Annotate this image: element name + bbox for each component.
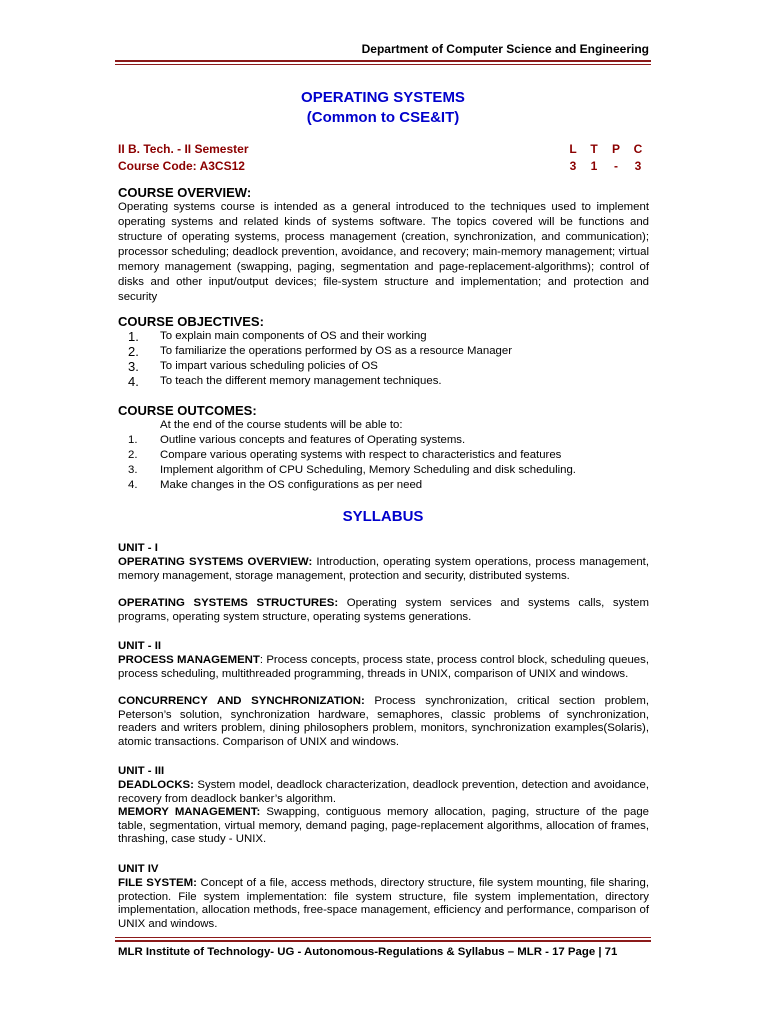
overview-paragraph: Operating systems course is intended as a general introduced to the techniques used to implement operating systems and related kinds of systems software. The topics covered will be functions and structure of operating systems, process management (creation, synchronization, and communication); processor scheduling; deadlock prevention, avoidance, and recovery; main-memory management; virtual memory management (swapping, paging, segmentation and page-replacement-algorithms); control of disks and other input/output devices; file-system structure and implementation; and protection and security xyxy=(118,201,649,303)
footer-rule-thin xyxy=(115,937,651,938)
list-text: Make changes in the OS configurations as per need xyxy=(160,479,423,491)
topic-text: Operating system services and systems calls, system programs, operating system structure, operating systems generations. xyxy=(118,597,650,623)
outcomes-list xyxy=(118,433,649,493)
topic-text: Concept of a file, access methods, directory structure, file system mounting, file sharing, protection. File system implementation: file system structure, file system implementation, directory implementation, allocation methods, free-space management, efficiency and performance, comparison of UNIX and windows. xyxy=(118,877,649,930)
list-item xyxy=(118,478,649,493)
outcomes-intro: At the end of the course students will be able to: xyxy=(160,419,403,431)
ltpc-value-l: 3 xyxy=(569,159,577,173)
list-number: 2. xyxy=(128,344,139,359)
footer-text: MLR Institute of Technology- UG - Autonomous-Regulations & Syllabus – MLR - 17 Page | 71 xyxy=(118,946,618,958)
topic-label: MEMORY MANAGEMENT: xyxy=(118,806,261,818)
list-item xyxy=(118,433,649,448)
unit-topic xyxy=(118,877,649,931)
list-item xyxy=(118,463,649,478)
course-subtitle: (Common to CSE&IT) xyxy=(306,109,460,126)
objectives-list xyxy=(118,329,649,389)
unit-title: UNIT - III xyxy=(118,765,165,777)
outcomes-heading: COURSE OUTCOMES: xyxy=(118,403,257,418)
ltpc-label-c: C xyxy=(633,142,643,156)
unit-topic xyxy=(118,556,649,583)
list-number: 4. xyxy=(128,479,138,491)
topic-label: OPERATING SYSTEMS OVERVIEW: xyxy=(118,556,313,568)
unit-title: UNIT - II xyxy=(118,640,162,652)
topic-text: Swapping, contiguous memory allocation, paging, structure of the page table, segmentation, virtual memory, demand paging, page-replacement algorithms, allocation of frames, thrashing, case study - UNIX. xyxy=(118,806,649,846)
topic-label: CONCURRENCY AND SYNCHRONIZATION: xyxy=(118,695,365,707)
ltpc-value-c: 3 xyxy=(634,159,642,173)
ltpc-value-p: - xyxy=(614,159,618,173)
list-number: 4. xyxy=(128,374,139,389)
list-text: To familiarize the operations performed by OS as a resource Manager xyxy=(160,345,513,357)
ltpc-value-t: 1 xyxy=(590,159,598,173)
list-item xyxy=(118,448,649,463)
course-title: OPERATING SYSTEMS xyxy=(301,89,465,106)
list-item xyxy=(118,344,649,359)
footer-rule xyxy=(115,940,651,942)
unit-topic xyxy=(118,779,649,806)
list-number: 2. xyxy=(128,449,138,461)
list-text: Implement algorithm of CPU Scheduling, Memory Scheduling and disk scheduling. xyxy=(160,464,576,476)
overview-heading: COURSE OVERVIEW: xyxy=(118,185,252,200)
topic-text: Introduction, operating system operations, process management, memory management, storage management, protection and security, distributed systems. xyxy=(118,556,650,582)
list-item xyxy=(118,374,649,389)
ltpc-label-t: T xyxy=(590,142,598,156)
list-number: 1. xyxy=(128,434,138,446)
semester-label: II B. Tech. - II Semester xyxy=(118,142,249,156)
list-text: Outline various concepts and features of Operating systems. xyxy=(160,434,466,446)
overview-text xyxy=(118,200,649,305)
topic-text: Process synchronization, critical section problem, Peterson’s solution, synchronization hardware, semaphores, classic problems of synchronization, readers and writers problem, dining philosophers problem, monitors, synchronization examples(Solaris), atomic transactions. Comparison of UNIX and windows. xyxy=(118,695,650,748)
list-text: To explain main components of OS and their working xyxy=(160,330,427,342)
syllabus-heading: SYLLABUS xyxy=(342,508,424,525)
unit-topic xyxy=(118,654,649,681)
list-text: Compare various operating systems with respect to characteristics and features xyxy=(160,449,562,461)
list-text: To teach the different memory management techniques. xyxy=(160,375,442,387)
unit-topic xyxy=(118,597,649,624)
header-rule-thin xyxy=(115,64,651,65)
ltpc-label-l: L xyxy=(569,142,577,156)
topic-text: : Process concepts, process state, process control block, scheduling queues, process scheduling, multithreaded programming, threads in UNIX, comparison of UNIX and windows. xyxy=(118,654,649,680)
list-number: 1. xyxy=(128,329,139,344)
header-rule xyxy=(115,60,651,62)
topic-label: PROCESS MANAGEMENT xyxy=(118,654,260,666)
list-number: 3. xyxy=(128,464,138,476)
topic-text: System model, deadlock characterization, deadlock prevention, detection and avoidance, recovery from deadlock banker’s algorithm. xyxy=(118,779,649,805)
list-text: To impart various scheduling policies of OS xyxy=(160,360,378,372)
course-code: Course Code: A3CS12 xyxy=(118,159,245,173)
topic-label: DEADLOCKS: xyxy=(118,779,194,791)
topic-label: OPERATING SYSTEMS STRUCTURES: xyxy=(118,597,339,609)
unit-title: UNIT - I xyxy=(118,542,158,554)
list-number: 3. xyxy=(128,359,139,374)
unit-title: UNIT IV xyxy=(118,863,159,875)
list-item xyxy=(118,359,649,374)
ltpc-label-p: P xyxy=(611,142,620,156)
topic-label: FILE SYSTEM: xyxy=(118,877,197,889)
objectives-heading: COURSE OBJECTIVES: xyxy=(118,314,264,329)
unit-topic xyxy=(118,695,649,749)
department-header: Department of Computer Science and Engineering xyxy=(361,42,649,56)
list-item xyxy=(118,329,649,344)
unit-topic xyxy=(118,806,649,847)
